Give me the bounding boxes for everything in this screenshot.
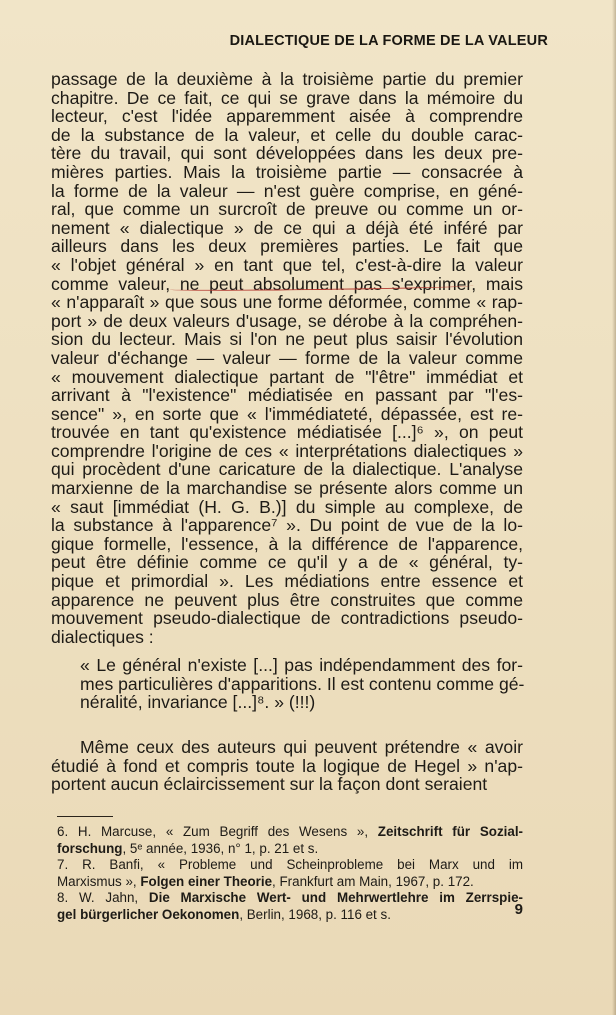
paragraph1-line: comprendre l'origine de ces « interprétations dialectiques » (51, 440, 523, 461)
paragraph1-line: qui procèdent d'une caricature de la dialectique. L'analyse (51, 459, 523, 480)
footnote-8-line (57, 907, 523, 924)
footnote-7-line (57, 857, 523, 874)
footnote-title: Folgen einer Theorie (140, 873, 273, 889)
paragraph1-line: de la substance de la valeur, et celle du double carac- (51, 124, 523, 145)
block-quote (80, 656, 523, 712)
footnote-text: , 5ᵉ année, 1936, n° 1, p. 21 et s. (122, 840, 319, 856)
paragraph1-line: « saut [immédiat (H. G. B.)] du simple au complexe, de (51, 496, 523, 517)
paragraph1-line: arrivant à "l'existence" médiatisée en passant par "l'es- (51, 385, 523, 406)
footnote-text: 7. R. Banfi, « Probleme und Scheinprobleme bei Marx und im (57, 857, 523, 873)
paragraph1-line: « n'apparaît » que sous une forme déformée, comme « rap- (51, 292, 523, 313)
paragraph1-line: dialectiques : (51, 626, 154, 647)
paragraph1-line: mouvement pseudo-dialectique de contradictions pseudo- (51, 608, 523, 629)
paragraph2-line: étudié à fond et compris toute la logique de Hegel » n'ap- (51, 755, 523, 776)
footnote-title: Die Marxische Wert- und Mehrwertlehre im Zerrspie- (148, 890, 523, 906)
paragraph1-line: « l'objet général » en tant que tel, c'est-à-dire la valeur (51, 254, 523, 275)
paragraph1-line: ral, que comme un surcroît de preuve ou comme un or- (51, 199, 523, 220)
paragraph1-line: la forme de la valeur — n'est guère comprise, en géné- (51, 180, 523, 201)
page-edge-shadow (612, 0, 616, 1015)
running-head: DIALECTIQUE DE LA FORME DE LA VALEUR (229, 33, 548, 49)
paragraph1-line: gique formelle, l'essence, à la différence de l'apparence, (51, 533, 523, 554)
footnote-text: Marxismus », (57, 873, 141, 889)
paragraph2-line: portent aucun éclaircissement sur la façon dont seraient (51, 774, 488, 795)
footnote-title: forschung (57, 840, 123, 856)
footnote-6-line (57, 824, 523, 841)
quote-line: mes particulières d'apparitions. Il est contenu comme gé- (80, 673, 525, 694)
paragraph1-line: ailleurs dans les deux premières parties. Le fait que (51, 236, 523, 257)
paragraph1-line: pique et primordial ». Les médiations entre essence et (51, 571, 523, 592)
paragraph1-line: sence" », en sorte que « l'immédiateté, dépassée, est re- (51, 403, 523, 424)
paragraph1-line: passage de la deuxième à la troisième partie du premier (51, 69, 523, 89)
footnote-8-line (57, 890, 523, 907)
paragraph1-line: tère du travail, qui sont développées dans les deux pre- (51, 143, 523, 164)
footnote-text: 8. W. Jahn, (57, 890, 149, 906)
quote-line: néralité, invariance [...]⁸. » (!!!) (80, 692, 316, 713)
paragraph1-line: nement « dialectique » de ce qui a déjà été inféré par (51, 217, 523, 238)
paragraph-1 (51, 70, 523, 646)
footnote-6-line (57, 841, 523, 858)
footnote-text: , Berlin, 1968, p. 116 et s. (239, 906, 391, 922)
footnote-7-line (57, 874, 523, 891)
footnote-text: , Frankfurt am Main, 1967, p. 172. (272, 873, 474, 889)
footnote-title: gel bürgerlicher Oekonomen (57, 906, 240, 922)
footnotes (57, 824, 523, 924)
paragraph1-line: valeur d'échange — valeur — forme de la valeur comme (51, 347, 523, 368)
paragraph1-line: port » de deux valeurs d'usage, se dérobe à la compréhen- (51, 310, 523, 331)
paragraph1-line: lecteur, c'est l'idée apparemment aisée à comprendre (51, 106, 523, 127)
paragraph1-line: sion du lecteur. Mais si l'on ne peut plus saisir l'évolution (51, 329, 523, 350)
paragraph1-line: chapitre. De ce fait, ce qui se grave dans la mémoire du (51, 87, 523, 108)
footnote-rule (57, 816, 113, 817)
footnote-text: 6. H. Marcuse, « Zum Begriff des Wesens », (57, 824, 378, 839)
paragraph2-line: Même ceux des auteurs qui peuvent prétendre « avoir (80, 737, 523, 757)
footnote-title: Zeitschrift für Sozial- (377, 824, 523, 839)
paragraph1-line: « mouvement dialectique partant de "l'être" immédiat et (51, 366, 523, 387)
quote-line: « Le général n'existe [...] pas indépendamment des for- (80, 655, 523, 675)
paragraph1-line: apparence ne peuvent plus être construites que comme (51, 589, 523, 610)
paragraph1-line: mières parties. Mais la troisième partie — consacrée à (51, 161, 523, 182)
paragraph-2 (51, 738, 523, 794)
paragraph1-line: trouvée en tant qu'existence médiatisée [...]⁶ », on peut (51, 422, 523, 443)
paragraph1-line: marxienne de la marchandise se présente alors comme un (51, 478, 523, 499)
paragraph1-line: la substance à l'apparence⁷ ». Du point de vue de la lo- (51, 515, 523, 536)
paragraph1-line: peut être définie comme ce qu'il y a de « général, ty- (51, 552, 523, 573)
paragraph1-line: comme valeur, ne peut absolument pas s'exprimer, mais (51, 273, 523, 294)
page-number: 9 (514, 901, 523, 918)
